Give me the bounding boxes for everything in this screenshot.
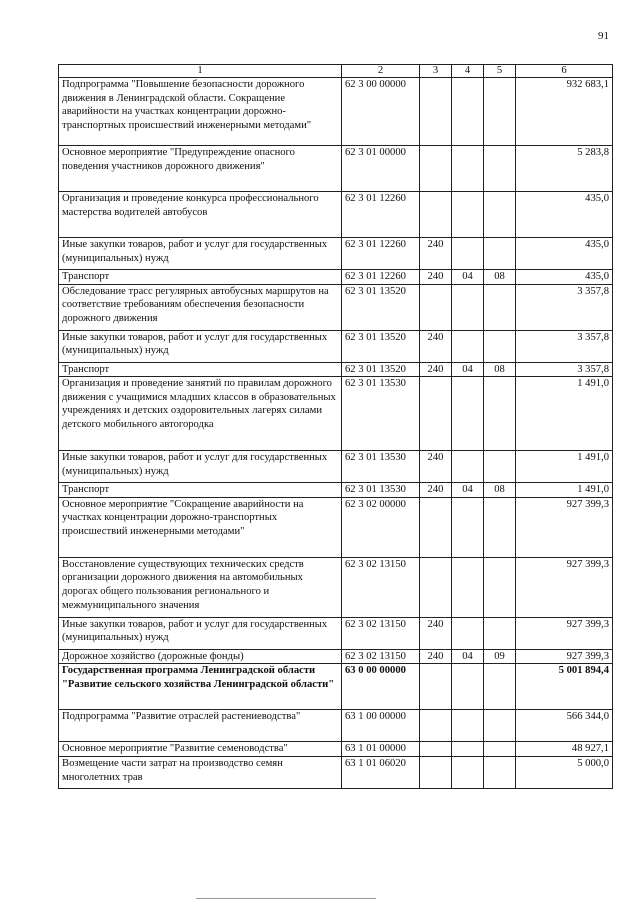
amount-cell: 435,0 (516, 238, 613, 270)
table-row (59, 756, 613, 788)
target-code-cell: 62 3 01 13520 (342, 330, 420, 362)
expense-type-cell (420, 78, 452, 146)
table-row (59, 284, 613, 330)
target-code-cell: 63 1 01 00000 (342, 742, 420, 757)
expense-type-cell (420, 710, 452, 742)
expense-type-cell (420, 377, 452, 451)
table-row (59, 238, 613, 270)
item-name-cell: Транспорт (59, 270, 342, 285)
target-code-cell: 62 3 01 13520 (342, 284, 420, 330)
subsection-cell (484, 146, 516, 192)
expense-type-cell (420, 497, 452, 557)
header-cell: 6 (516, 65, 613, 78)
amount-cell: 566 344,0 (516, 710, 613, 742)
section-cell (452, 377, 484, 451)
subsection-cell (484, 330, 516, 362)
item-name-cell: Транспорт (59, 362, 342, 377)
header-cell: 5 (484, 65, 516, 78)
target-code-cell: 62 3 01 13530 (342, 483, 420, 498)
expense-type-cell: 240 (420, 362, 452, 377)
amount-cell: 927 399,3 (516, 557, 613, 617)
target-code-cell: 62 3 01 13530 (342, 451, 420, 483)
subsection-cell: 08 (484, 362, 516, 377)
item-name-cell: Иные закупки товаров, работ и услуг для государственных (муниципальных) нужд (59, 238, 342, 270)
amount-cell: 932 683,1 (516, 78, 613, 146)
table-row (59, 377, 613, 451)
section-cell (452, 617, 484, 649)
amount-cell: 1 491,0 (516, 377, 613, 451)
expense-type-cell (420, 742, 452, 757)
header-cell: 1 (59, 65, 342, 78)
amount-cell: 5 000,0 (516, 756, 613, 788)
subsection-cell (484, 756, 516, 788)
expense-type-cell (420, 756, 452, 788)
target-code-cell: 62 3 01 00000 (342, 146, 420, 192)
section-cell (452, 146, 484, 192)
subsection-cell (484, 192, 516, 238)
amount-cell: 927 399,3 (516, 617, 613, 649)
item-name-cell: Дорожное хозяйство (дорожные фонды) (59, 649, 342, 664)
section-cell (452, 756, 484, 788)
item-name-cell: Иные закупки товаров, работ и услуг для государственных (муниципальных) нужд (59, 451, 342, 483)
expense-type-cell: 240 (420, 451, 452, 483)
table-row (59, 362, 613, 377)
item-name-cell: Иные закупки товаров, работ и услуг для государственных (муниципальных) нужд (59, 330, 342, 362)
table-row (59, 497, 613, 557)
target-code-cell: 62 3 01 12260 (342, 238, 420, 270)
amount-cell: 3 357,8 (516, 362, 613, 377)
expense-type-cell (420, 284, 452, 330)
amount-cell: 435,0 (516, 192, 613, 238)
target-code-cell: 62 3 00 00000 (342, 78, 420, 146)
table-row (59, 78, 613, 146)
section-cell (452, 710, 484, 742)
header-row (59, 65, 613, 78)
amount-cell: 927 399,3 (516, 649, 613, 664)
amount-cell: 48 927,1 (516, 742, 613, 757)
item-name-cell: Транспорт (59, 483, 342, 498)
item-name-cell: Восстановление существующих технических средств организации дорожного движения на автомобильных дорогах общего пользования регионального и межмуниципального значения (59, 557, 342, 617)
amount-cell: 3 357,8 (516, 284, 613, 330)
table-row (59, 557, 613, 617)
expense-type-cell (420, 664, 452, 710)
target-code-cell: 63 1 01 06020 (342, 756, 420, 788)
section-cell (452, 78, 484, 146)
section-cell (452, 284, 484, 330)
section-cell: 04 (452, 483, 484, 498)
expense-type-cell: 240 (420, 617, 452, 649)
subsection-cell (484, 742, 516, 757)
subsection-cell (484, 557, 516, 617)
table-row (59, 330, 613, 362)
amount-cell: 5 283,8 (516, 146, 613, 192)
table-row (59, 664, 613, 710)
item-name-cell: Подпрограмма "Развитие отраслей растениеводства" (59, 710, 342, 742)
header-cell: 2 (342, 65, 420, 78)
subsection-cell (484, 238, 516, 270)
section-cell (452, 557, 484, 617)
subsection-cell (484, 78, 516, 146)
expense-type-cell: 240 (420, 483, 452, 498)
item-name-cell: Основное мероприятие "Предупреждение опасного поведения участников дорожного движения" (59, 146, 342, 192)
table-row (59, 146, 613, 192)
expense-type-cell: 240 (420, 330, 452, 362)
table-row (59, 742, 613, 757)
section-cell: 04 (452, 270, 484, 285)
target-code-cell: 62 3 01 12260 (342, 192, 420, 238)
section-cell: 04 (452, 649, 484, 664)
amount-cell: 1 491,0 (516, 451, 613, 483)
table-row (59, 483, 613, 498)
expense-type-cell (420, 557, 452, 617)
subsection-cell: 08 (484, 483, 516, 498)
target-code-cell: 63 0 00 00000 (342, 664, 420, 710)
item-name-cell: Иные закупки товаров, работ и услуг для государственных (муниципальных) нужд (59, 617, 342, 649)
item-name-cell: Возмещение части затрат на производство семян многолетних трав (59, 756, 342, 788)
subsection-cell: 09 (484, 649, 516, 664)
amount-cell: 435,0 (516, 270, 613, 285)
amount-cell: 3 357,8 (516, 330, 613, 362)
footer-line (196, 898, 376, 899)
subsection-cell (484, 664, 516, 710)
item-name-cell: Организация и проведение конкурса профессионального мастерства водителей автобусов (59, 192, 342, 238)
table-row (59, 710, 613, 742)
section-cell (452, 451, 484, 483)
budget-table (58, 64, 613, 789)
subsection-cell (484, 451, 516, 483)
item-name-cell: Обследование трасс регулярных автобусных маршрутов на соответствие требованиям обеспечения безопасности дорожного движения (59, 284, 342, 330)
amount-cell: 1 491,0 (516, 483, 613, 498)
section-cell (452, 330, 484, 362)
subsection-cell (484, 617, 516, 649)
amount-cell: 5 001 894,4 (516, 664, 613, 710)
page-number: 91 (598, 30, 609, 42)
section-cell (452, 664, 484, 710)
section-cell (452, 497, 484, 557)
subsection-cell (484, 377, 516, 451)
target-code-cell: 62 3 02 00000 (342, 497, 420, 557)
target-code-cell: 62 3 02 13150 (342, 649, 420, 664)
expense-type-cell: 240 (420, 649, 452, 664)
table-row (59, 192, 613, 238)
section-cell (452, 742, 484, 757)
target-code-cell: 62 3 01 13520 (342, 362, 420, 377)
expense-type-cell: 240 (420, 238, 452, 270)
expense-type-cell (420, 192, 452, 238)
target-code-cell: 62 3 02 13150 (342, 557, 420, 617)
target-code-cell: 62 3 02 13150 (342, 617, 420, 649)
amount-cell: 927 399,3 (516, 497, 613, 557)
section-cell (452, 192, 484, 238)
target-code-cell: 63 1 00 00000 (342, 710, 420, 742)
section-cell: 04 (452, 362, 484, 377)
expense-type-cell (420, 146, 452, 192)
target-code-cell: 62 3 01 13530 (342, 377, 420, 451)
subsection-cell: 08 (484, 270, 516, 285)
header-cell: 3 (420, 65, 452, 78)
table-row (59, 617, 613, 649)
item-name-cell: Организация и проведение занятий по правилам дорожного движения с учащимися младших классов в образовательных учреждениях и детских оздоровительных лагерях силами детского мобильного автогородка (59, 377, 342, 451)
table-row (59, 270, 613, 285)
section-cell (452, 238, 484, 270)
item-name-cell: Государственная программа Ленинградской области "Развитие сельского хозяйства Ленинградской области" (59, 664, 342, 710)
expense-type-cell: 240 (420, 270, 452, 285)
item-name-cell: Основное мероприятие "Развитие семеноводства" (59, 742, 342, 757)
item-name-cell: Основное мероприятие "Сокращение аварийности на участках концентрации дорожно-транспортных происшествий инженерными методами" (59, 497, 342, 557)
table-row (59, 451, 613, 483)
target-code-cell: 62 3 01 12260 (342, 270, 420, 285)
table-row (59, 649, 613, 664)
subsection-cell (484, 497, 516, 557)
subsection-cell (484, 284, 516, 330)
header-cell: 4 (452, 65, 484, 78)
item-name-cell: Подпрограмма "Повышение безопасности дорожного движения в Ленинградской области. Сокращение аварийности на участках концентрации дорожно-транспортных происшествий инженерными методами" (59, 78, 342, 146)
subsection-cell (484, 710, 516, 742)
